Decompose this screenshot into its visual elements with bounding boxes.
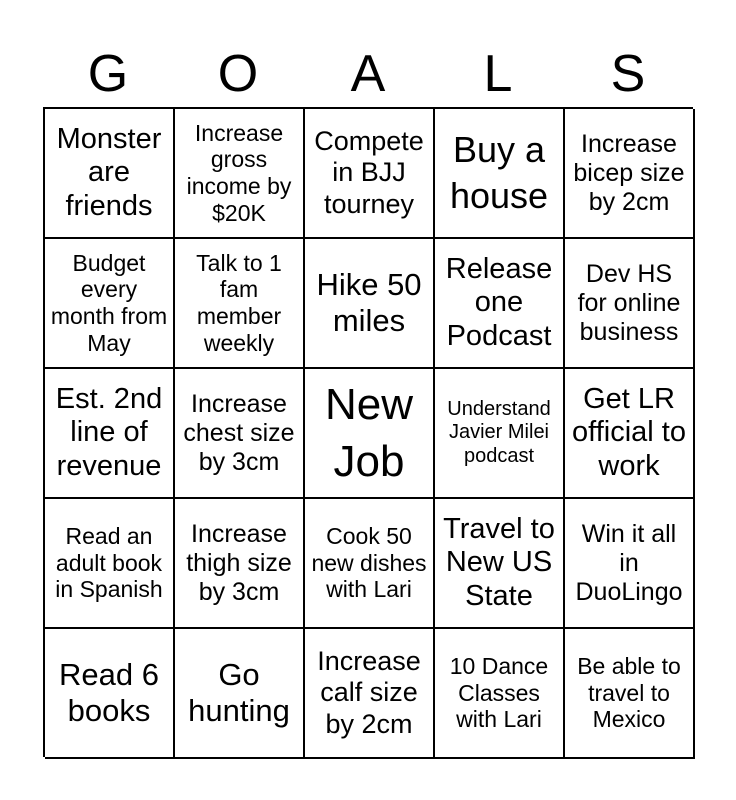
cell-text: Dev HS for online business <box>577 259 681 346</box>
bingo-cell[interactable] <box>435 109 565 239</box>
cell-text: Monster are friends <box>56 122 162 222</box>
bingo-cell[interactable] <box>435 499 565 629</box>
cell-text: Release one Podcast <box>445 252 553 352</box>
cell-text: Read an adult book in Spanish <box>55 522 163 603</box>
header-letter-o: O <box>217 45 259 103</box>
cell-text: Be able to travel to Mexico <box>577 652 681 733</box>
bingo-cell[interactable] <box>435 239 565 369</box>
bingo-cell[interactable] <box>305 499 435 629</box>
cell-text: Go hunting <box>188 657 290 728</box>
cell-text: Hike 50 miles <box>316 267 422 338</box>
cell-text: Increase thigh size by 3cm <box>186 519 292 606</box>
header-letter-s: S <box>610 45 646 103</box>
cell-text: Compete in BJJ tourney <box>314 126 424 219</box>
bingo-cell[interactable] <box>45 369 175 499</box>
bingo-cell[interactable] <box>565 109 695 239</box>
bingo-cell[interactable] <box>175 369 305 499</box>
header-letter-g: G <box>87 45 129 103</box>
cell-text: Increase chest size by 3cm <box>183 389 295 476</box>
bingo-board <box>43 107 693 757</box>
bingo-cell[interactable] <box>435 369 565 499</box>
cell-text: Est. 2nd line of revenue <box>55 382 163 482</box>
bingo-cell[interactable] <box>305 109 435 239</box>
bingo-cell[interactable] <box>565 239 695 369</box>
cell-text: 10 Dance Classes with Lari <box>449 652 549 733</box>
bingo-cell[interactable] <box>45 109 175 239</box>
cell-text: Budget every month from May <box>50 249 168 356</box>
cell-text: Get LR official to work <box>572 382 686 482</box>
cell-text: Travel to New US State <box>443 512 555 612</box>
cell-text: Win it all in DuoLingo <box>575 519 683 606</box>
bingo-header <box>43 40 693 108</box>
bingo-cell[interactable] <box>305 239 435 369</box>
bingo-cell[interactable] <box>45 239 175 369</box>
bingo-cell[interactable] <box>175 109 305 239</box>
bingo-cell[interactable] <box>175 239 305 369</box>
header-letter-a: A <box>350 45 386 103</box>
bingo-cell[interactable] <box>305 629 435 759</box>
cell-text: Read 6 books <box>59 657 159 728</box>
bingo-cell[interactable] <box>45 629 175 759</box>
bingo-cell[interactable] <box>175 499 305 629</box>
bingo-cell[interactable] <box>435 629 565 759</box>
bingo-cell[interactable] <box>565 369 695 499</box>
cell-text: Increase gross income by $20K <box>186 119 292 226</box>
cell-text: Cook 50 new dishes with Lari <box>311 522 427 603</box>
bingo-cell[interactable] <box>565 629 695 759</box>
bingo-cell free-space[interactable] <box>305 369 435 499</box>
cell-text: Understand Javier Milei podcast <box>447 398 551 467</box>
cell-text: Increase bicep size by 2cm <box>573 129 685 216</box>
header-letter-l: L <box>483 45 513 103</box>
cell-text: New Job <box>324 379 414 486</box>
bingo-cell[interactable] <box>565 499 695 629</box>
cell-text: Buy a house <box>449 128 549 216</box>
bingo-cell[interactable] <box>175 629 305 759</box>
cell-text: Increase calf size by 2cm <box>317 646 421 739</box>
bingo-cell[interactable] <box>45 499 175 629</box>
cell-text: Talk to 1 fam member weekly <box>196 249 282 356</box>
